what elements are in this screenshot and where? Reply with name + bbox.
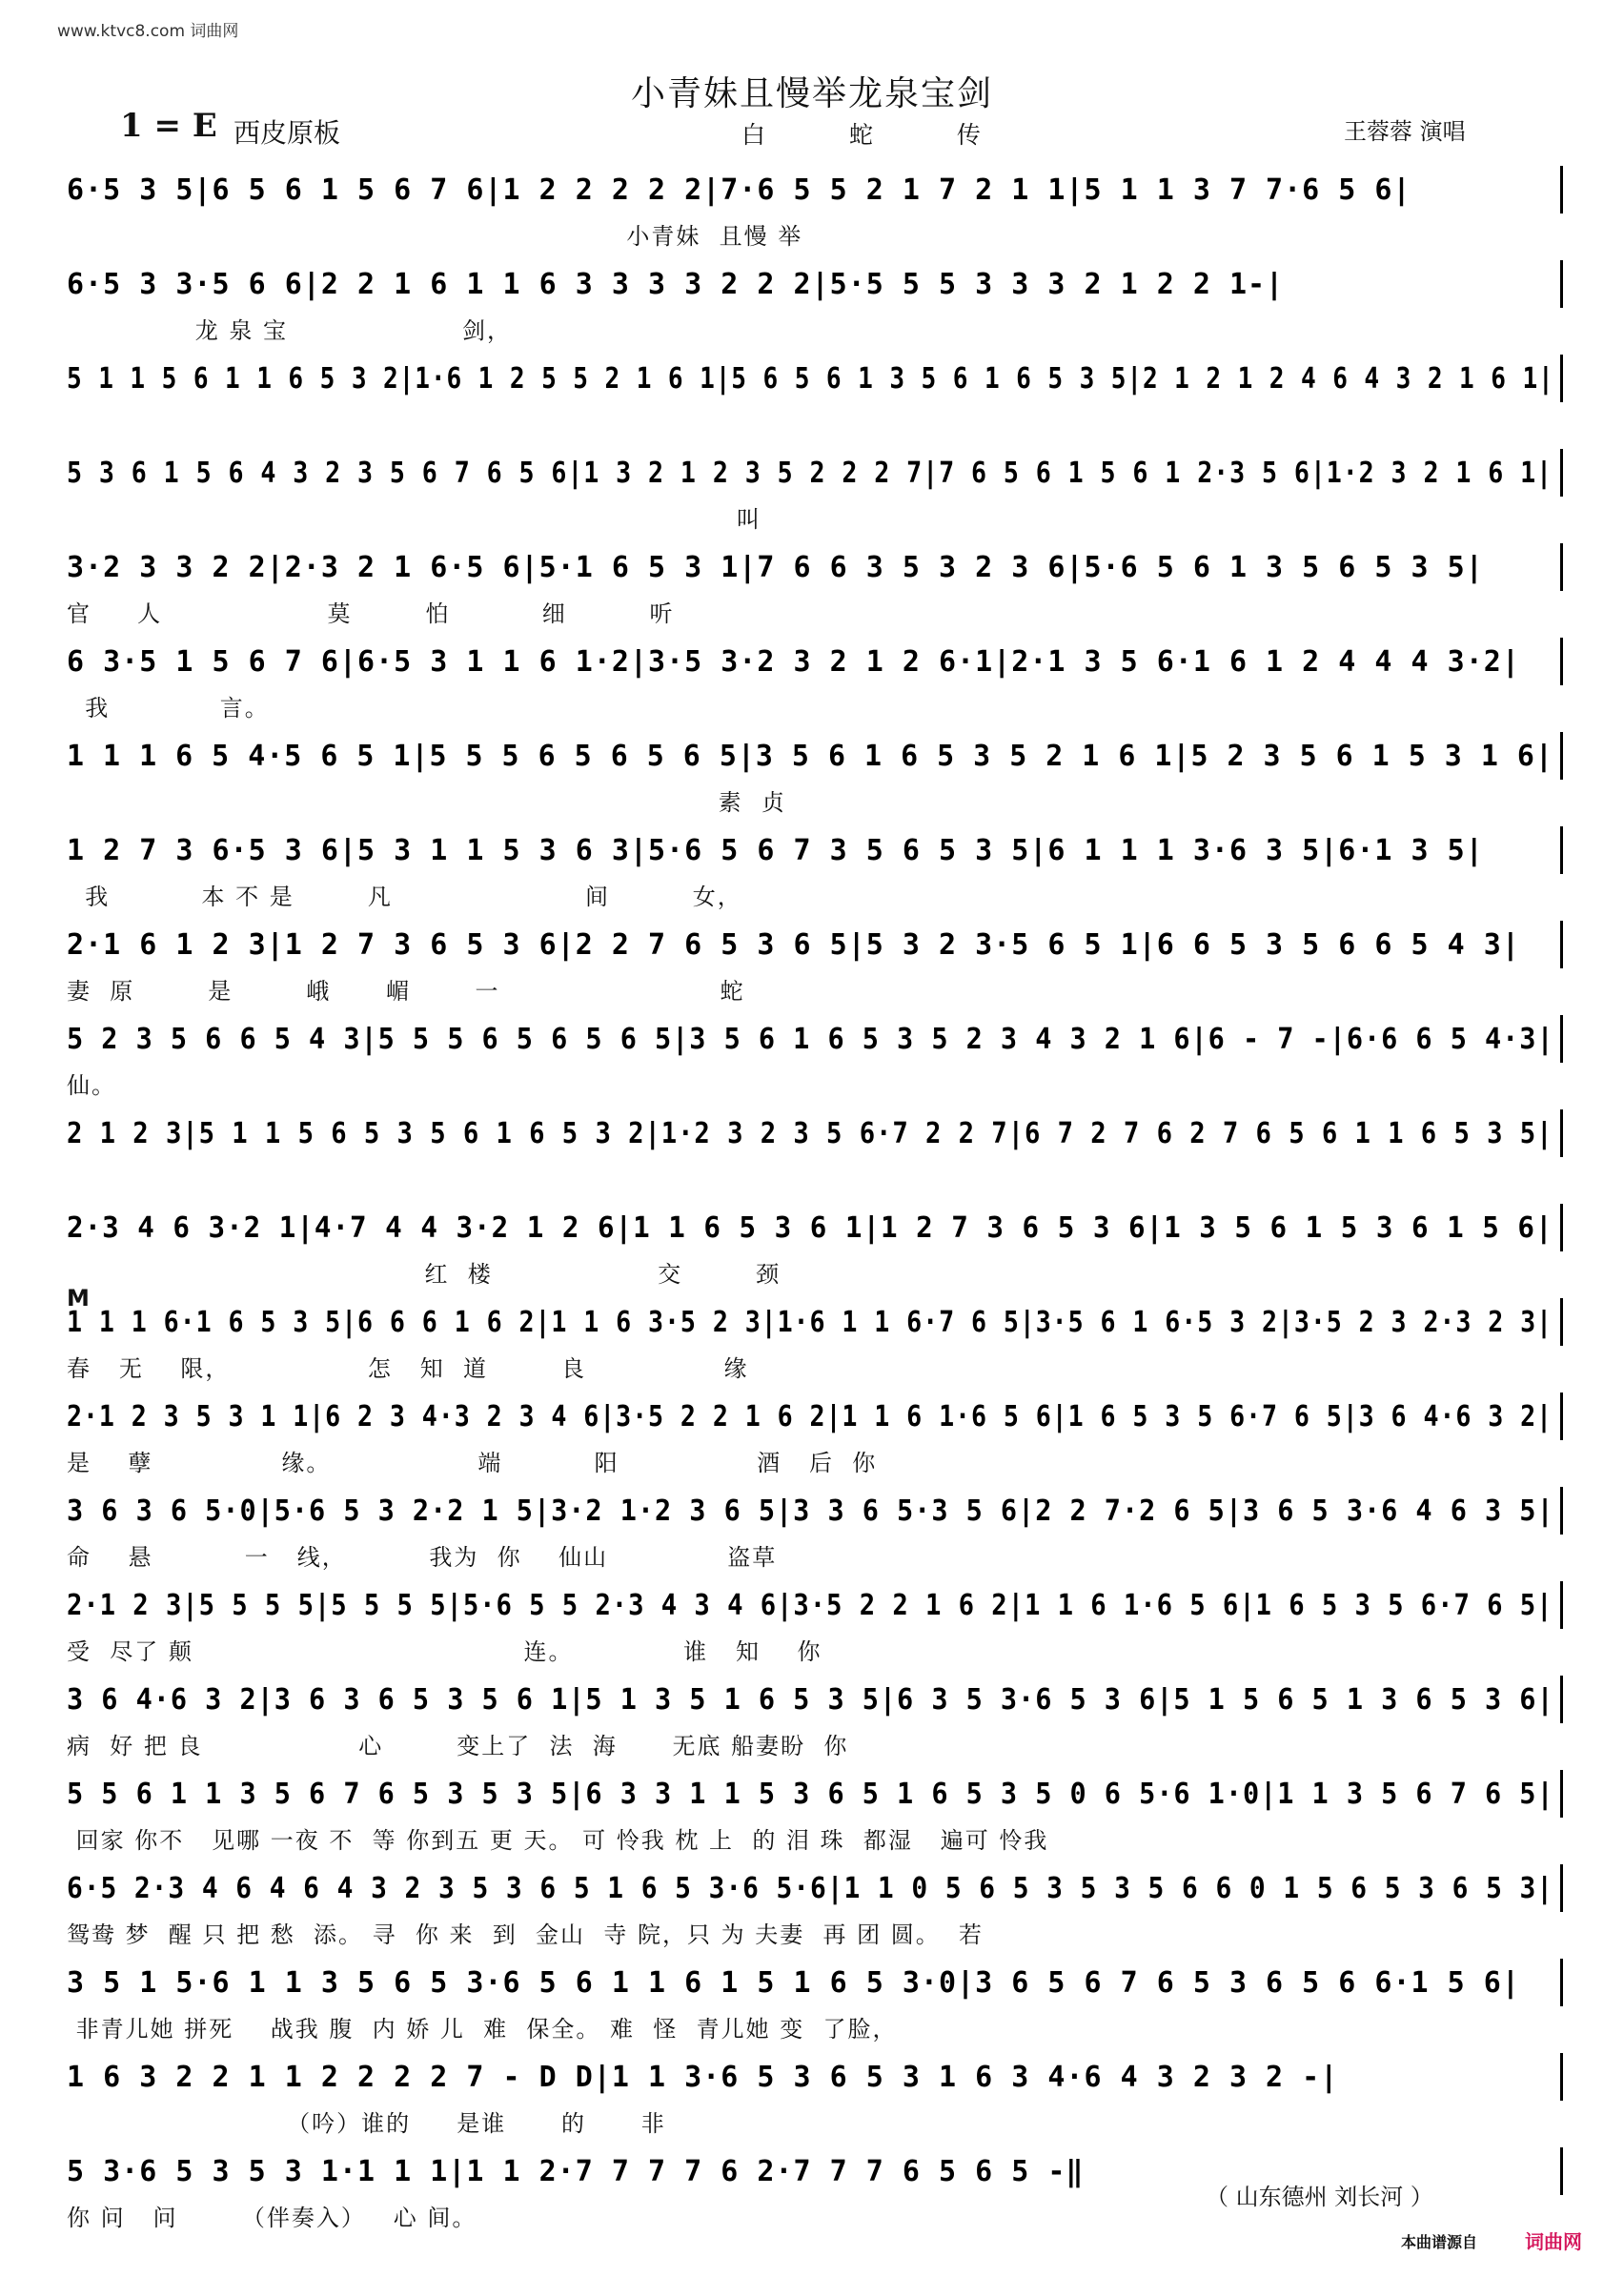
notation-line: 6·5 3 3·5 6 6|2 2 1 6 1 1 6 3 3 3 3 2 2 2|5·5 5 5 3 3 3 2 1 2 2 1-| — [67, 268, 1285, 301]
score-row — [67, 1190, 1563, 1288]
lyric-line: 命 悬 一 线， 我为 你 仙山 盗草 — [67, 1544, 778, 1571]
notation-line: 1 2 7 3 6·5 3 6|5 3 1 1 5 3 6 3|5·6 5 6 7 3 5 6 5 3 5|6 1 1 1 3·6 3 5|6·1 3 5| — [67, 834, 1484, 867]
score-row — [67, 1945, 1563, 2043]
lyric-line: 非青儿她 拼死 战我 腹 内 娇 儿 难 保全。 难 怪 青儿她 变 了脸， — [67, 2016, 898, 2043]
score-row — [67, 907, 1563, 1005]
score-row — [67, 719, 1563, 816]
score-row — [67, 1568, 1563, 1665]
score-row — [67, 1379, 1563, 1474]
lyric-line: 龙 泉 宝 剑， — [67, 317, 513, 344]
lyric-line: 病 好 把 良 心 变上了 法 海 无底 船妻盼 你 — [67, 1733, 849, 1759]
page-title: 小青妹且慢举龙泉宝剑 — [630, 74, 993, 113]
lyric-line: （吟）谁的 是谁 的 非 — [67, 2110, 666, 2137]
score-row — [67, 1662, 1563, 1757]
notation-line: 5 2 3 5 6 6 5 4 3|5 5 5 6 5 6 5 6 5|3 5 6 1 6 5 3 5 2 3 4 3 2 1 6|6 - 7 -|6·6 6 5 4·3| — [67, 1023, 1554, 1056]
lyric-line: 小青妹 且慢 举 — [67, 223, 803, 250]
lyric-line: 官 人 莫 怕 细 听 — [67, 600, 675, 627]
lyric-line: 春 无 限， 怎 知 道 良 缘 — [67, 1355, 749, 1382]
bar-line — [1560, 1298, 1563, 1346]
lyric-line: 红 楼 交 颈 — [67, 1261, 782, 1288]
bar-line — [1560, 355, 1563, 402]
notation-line: 5 3·6 5 3 5 3 1·1 1 1|1 1 2·7 7 7 7 6 2·7 7 7 6 5 6 5 -‖ — [67, 2155, 1085, 2188]
notation-line: 5 3 6 1 5 6 4 3 2 3 5 6 7 6 5 6|1 3 2 1 2 3 5 2 2 2 7|7 6 5 6 1 5 6 1 2·3 5 6|1·2 3 2 1 6 1| — [67, 457, 1553, 490]
bar-line — [1560, 1959, 1563, 2006]
score-row — [67, 1002, 1563, 1099]
bar-line — [1560, 1581, 1563, 1629]
lyric-line: 素 贞 — [67, 789, 786, 816]
bar-line — [1560, 1393, 1563, 1440]
notation-line: 6 3·5 1 5 6 7 6|6·5 3 1 1 6 1·2|3·5 3·2 3 2 1 2 6·1|2·1 3 5 6·1 6 1 2 4 4 4 3·2| — [67, 645, 1520, 679]
score-row — [67, 2040, 1563, 2137]
bar-line — [1560, 826, 1563, 874]
score-row — [67, 341, 1563, 436]
bar-line — [1560, 921, 1563, 968]
lyric-line: 受 尽了 颠 连。 谁 知 你 — [67, 1638, 822, 1665]
lyric-line: 仙。 — [67, 1072, 116, 1099]
notation-line: 3 6 3 6 5·0|5·6 5 3 2·2 1 5|3·2 1·2 3 6 5|3 3 6 5·3 5 6|2 2 7·2 6 5|3 6 5 3·6 4 6 3 5| — [67, 1494, 1554, 1528]
notation-line: 6·5 3 5|6 5 6 1 5 6 7 6|1 2 2 2 2 2|7·6 5 5 2 1 7 2 1 1|5 1 1 3 7 7·6 5 6| — [67, 173, 1411, 207]
bar-line — [1560, 1676, 1563, 1723]
score-row — [67, 813, 1563, 910]
notation-line: 2·1 6 1 2 3|1 2 7 3 6 5 3 6|2 2 7 6 5 3 6 5|5 3 2 3·5 6 5 1|6 6 5 3 5 6 6 5 4 3| — [67, 928, 1520, 962]
notation-line: 5 1 1 5 6 1 1 6 5 3 2|1·6 1 2 5 5 2 1 6 1|5 6 5 6 1 3 5 6 1 6 5 3 5|2 1 2 1 2 4 6 4 3 2 1 6 1| — [67, 362, 1554, 396]
notation-line: 3·2 3 3 2 2|2·3 2 1 6·5 6|5·1 6 5 3 1|7 6 6 3 5 3 2 3 6|5·6 5 6 1 3 5 6 5 3 5| — [67, 551, 1484, 584]
bar-line — [1560, 1770, 1563, 1818]
notation-line: 2 1 2 3|5 1 1 5 6 5 3 5 6 1 6 5 3 2|1·2 3 2 3 5 6·7 2 2 7|6 7 2 7 6 2 7 6 5 6 1 1 6 5 3 5| — [67, 1117, 1553, 1150]
notation-line: 2·1 2 3|5 5 5 5|5 5 5 5|5·6 5 5 2·3 4 3 4 6|3·5 2 2 1 6 2|1 1 6 1·6 5 6|1 6 5 3 5 6·7 6 5| — [67, 1589, 1553, 1622]
bar-line — [1560, 1109, 1563, 1157]
bar-line — [1560, 1487, 1563, 1535]
bar-line — [1560, 260, 1563, 308]
notation-line: 1 1 1 6·1 6 5 3 5|6 6 6 1 6 2|1 1 6 3·5 2 3|1·6 1 1 6·7 6 5|3·5 6 1 6·5 3 2|3·5 2 3 2·3 2 3| — [67, 1306, 1553, 1339]
score-row — [67, 1757, 1563, 1854]
score-row — [67, 1851, 1563, 1948]
lyric-line: 叫 — [67, 506, 761, 533]
score-row — [67, 152, 1563, 250]
singer-credit: 王蓉蓉 演唱 — [1344, 118, 1466, 145]
notation-line: 1 6 3 2 2 1 1 2 2 2 2 7 - D D|1 1 3·6 5 3 6 5 3 1 6 3 4·6 4 3 2 3 2 -| — [67, 2061, 1339, 2094]
bar-line — [1560, 543, 1563, 591]
site-url: www.ktvc8.com 词曲网 — [57, 22, 239, 41]
lyric-line: 我 言。 — [67, 695, 270, 722]
bar-line — [1560, 732, 1563, 780]
source-logo[interactable]: 词曲网 — [1525, 2230, 1582, 2253]
bar-line — [1560, 2053, 1563, 2101]
score-row — [67, 1474, 1563, 1571]
lyric-line: 是 孽 缘。 端 阳 酒 后 你 — [67, 1450, 878, 1476]
bar-line — [1560, 166, 1563, 213]
row-marking: M — [67, 1285, 91, 1311]
score-row — [67, 436, 1563, 533]
bar-line — [1560, 638, 1563, 685]
key-signature: 1 = E — [120, 107, 217, 145]
notation-line: 5 5 6 1 1 3 5 6 7 6 5 3 5 3 5|6 3 3 1 1 5 3 6 5 1 6 5 3 5 0 6 5·6 1·0|1 1 3 5 6 7 6 5| — [67, 1778, 1554, 1811]
notation-line: 3 6 4·6 3 2|3 6 3 6 5 3 5 6 1|5 1 3 5 1 6 5 3 5|6 3 5 3·6 5 3 6|5 1 5 6 5 1 3 6 5 3 6| — [67, 1683, 1554, 1717]
bar-line — [1560, 1864, 1563, 1912]
lyric-line: 回家 你不 见哪 一夜 不 等 你到五 更 天。 可 怜我 枕 上 的 泪 珠 都湿 遍可 怜我 — [67, 1827, 1049, 1854]
notation-line: 1 1 1 6 5 4·5 6 5 1|5 5 5 6 5 6 5 6 5|3 5 6 1 6 5 3 5 2 1 6 1|5 2 3 5 6 1 5 3 1 6| — [67, 740, 1553, 773]
source-note: 本曲谱源自 — [1401, 2233, 1478, 2251]
notation-line: 2·1 2 3 5 3 1 1|6 2 3 4·3 2 3 4 6|3·5 2 2 1 6 2|1 1 6 1·6 5 6|1 6 5 3 5 6·7 6 5|3 6 4·6 3 2| — [67, 1400, 1553, 1433]
lyric-line: 鸳鸯 梦 醒 只 把 愁 添。 寻 你 来 到 金山 寺 院，只 为 夫妻 再 团 圆。 若 — [67, 1921, 984, 1948]
transcriber-credit: （ 山东德州 刘长河 ） — [1206, 2184, 1433, 2210]
bar-line — [1560, 1015, 1563, 1063]
lyric-line: 妻 原 是 峨 嵋 一 蛇 — [67, 978, 745, 1005]
bar-line — [1560, 2147, 1563, 2195]
lyric-line: 我 本 不 是 凡 间 女， — [67, 884, 742, 910]
score-row — [67, 1096, 1563, 1190]
bar-line — [1560, 449, 1563, 497]
score-row — [67, 1285, 1563, 1382]
tempo-mode: 西皮原板 — [233, 117, 341, 149]
score-row — [67, 530, 1563, 627]
notation-line: 2·3 4 6 3·2 1|4·7 4 4 3·2 1 2 6|1 1 6 5 3 6 1|1 2 7 3 6 5 3 6|1 3 5 6 1 5 3 6 1 5 6| — [67, 1211, 1553, 1245]
score-row — [67, 247, 1563, 344]
bar-line — [1560, 1204, 1563, 1251]
opera-name: 白 蛇 传 — [741, 121, 1019, 149]
notation-line: 6·5 2·3 4 6 4 6 4 3 2 3 5 3 6 5 1 6 5 3·6 5·6|1 1 0 5 6 5 3 5 3 5 6 6 0 1 5 6 5 3 6 5 3| — [67, 1872, 1554, 1905]
lyric-line: 你 问 问 （伴奏入） 心 间。 — [67, 2205, 477, 2231]
score-row — [67, 624, 1563, 722]
notation-line: 3 5 1 5·6 1 1 3 5 6 5 3·6 5 6 1 1 6 1 5 1 6 5 3·0|3 6 5 6 7 6 5 3 6 5 6 6·1 5 6| — [67, 1966, 1520, 2000]
